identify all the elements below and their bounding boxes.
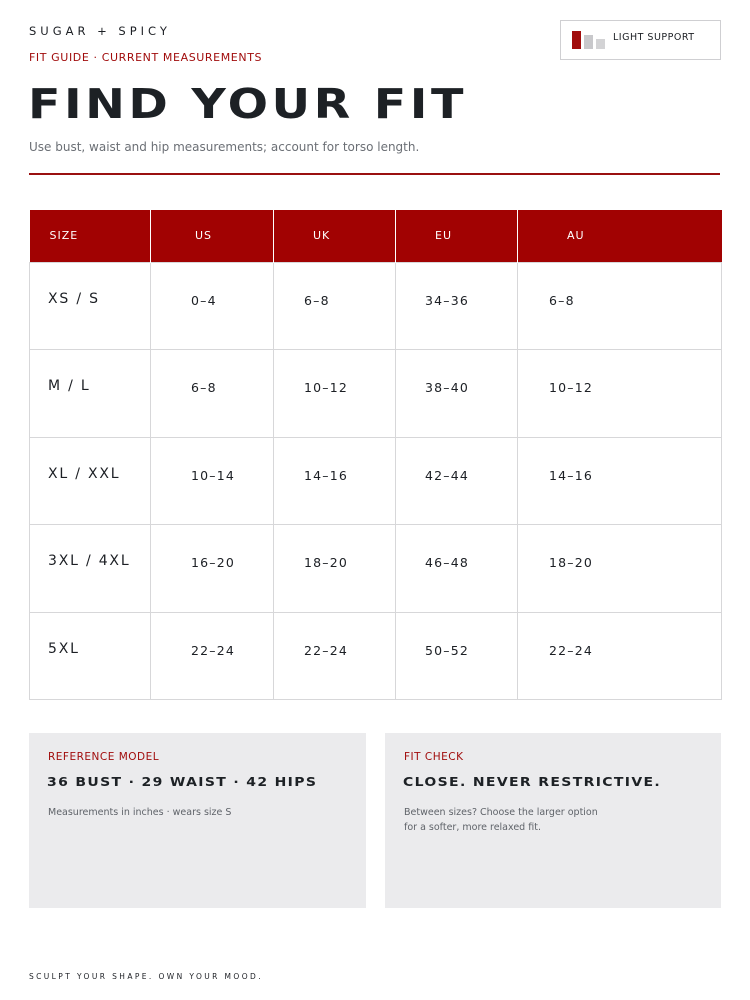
au-cell: 22–24 [518,612,722,700]
support-bar-3 [596,39,605,49]
us-cell: 16–20 [151,525,274,613]
au-cell: 18–20 [518,525,722,613]
brand-name: SUGAR + SPICY [29,24,171,38]
uk-cell: 22–24 [274,612,396,700]
fit-card-body [404,805,704,835]
footer-tagline: SCULPT YOUR SHAPE. OWN YOUR MOOD. [29,972,263,981]
eu-cell: 46–48 [396,525,518,613]
reference-card-label: REFERENCE MODEL [48,751,160,763]
reference-card-body: Measurements in inches · wears size S [48,807,232,818]
size-cell: XL / XXL [30,437,151,525]
table-row [30,437,722,525]
uk-cell: 14–16 [274,437,396,525]
intro-text: Use bust, waist and hip measurements; account for torso length. [29,140,420,154]
fit-card-body-line: Between sizes? Choose the larger option [404,807,598,818]
support-badge [560,20,721,60]
au-cell: 10–12 [518,350,722,438]
eu-cell: 42–44 [396,437,518,525]
us-cell: 0–4 [151,262,274,350]
header-au: AU [518,210,722,262]
reference-card-heading: 36 BUST · 29 WAIST · 42 HIPS [47,774,318,789]
us-cell: 6–8 [151,350,274,438]
header-us: US [151,210,274,262]
support-label: LIGHT SUPPORT [613,32,695,43]
table-row [30,525,722,613]
uk-cell: 10–12 [274,350,396,438]
table-row [30,350,722,438]
eu-cell: 34–36 [396,262,518,350]
size-cell: 3XL / 4XL [30,525,151,613]
au-cell: 6–8 [518,262,722,350]
support-bar-1 [572,31,581,49]
fit-check-card [385,733,721,908]
table-row [30,262,722,350]
support-bar-2 [584,35,593,49]
uk-cell: 6–8 [274,262,396,350]
header-uk: UK [274,210,396,262]
us-cell: 10–14 [151,437,274,525]
fit-card-heading: CLOSE. NEVER RESTRICTIVE. [403,774,662,789]
size-conversion-table [29,210,722,700]
size-cell: 5XL [30,612,151,700]
table-row [30,612,722,700]
uk-cell: 18–20 [274,525,396,613]
fit-card-body-line: for a softer, more relaxed fit. [404,822,541,833]
size-cell: XS / S [30,262,151,350]
table-header-row [30,210,722,262]
eu-cell: 38–40 [396,350,518,438]
header-size: SIZE [30,210,151,262]
page-kicker: FIT GUIDE · CURRENT MEASUREMENTS [29,51,263,64]
reference-model-card [29,733,366,908]
eu-cell: 50–52 [396,612,518,700]
au-cell: 14–16 [518,437,722,525]
us-cell: 22–24 [151,612,274,700]
size-cell: M / L [30,350,151,438]
support-level-bars-icon [572,31,606,49]
fit-card-label: FIT CHECK [404,751,464,763]
page-title: FIND YOUR FIT [28,80,467,128]
header-eu: EU [396,210,518,262]
title-divider [29,173,720,175]
